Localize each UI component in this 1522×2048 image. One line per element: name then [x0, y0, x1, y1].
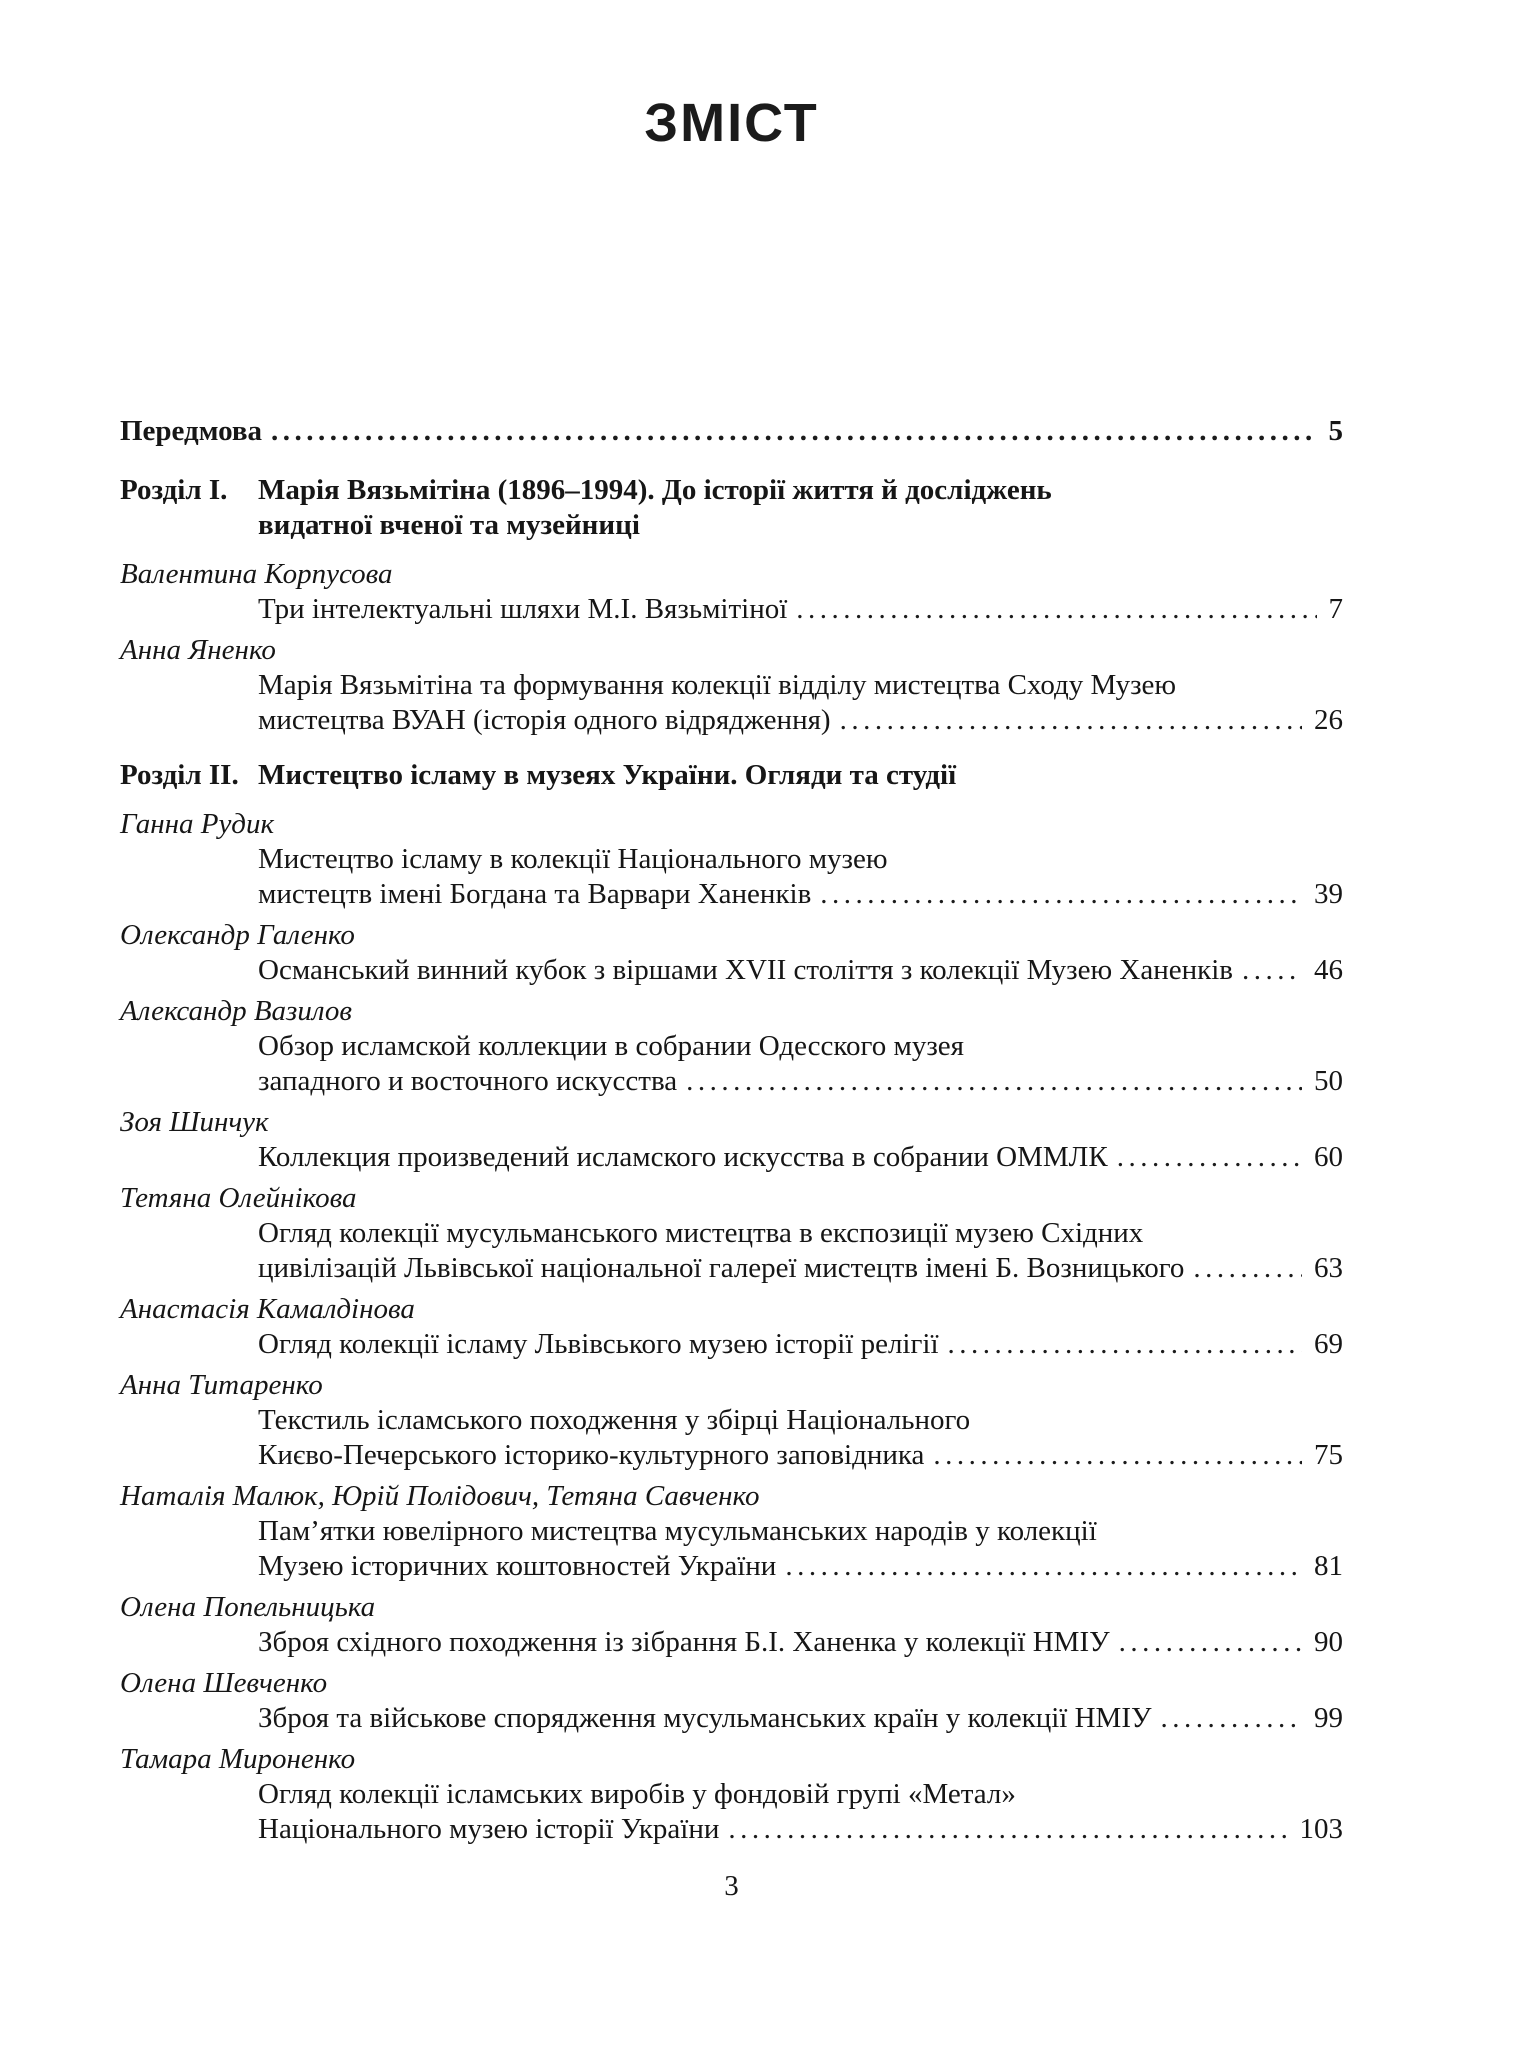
toc-author — [120, 1292, 1343, 1327]
dot-leader — [1193, 1251, 1302, 1286]
toc-item-title — [120, 1777, 1343, 1812]
toc-item-text: Текстиль ісламського походження у збірці Національного — [258, 1404, 971, 1436]
dot-leader — [948, 1327, 1303, 1362]
toc-page-number: 63 — [1314, 1252, 1343, 1284]
dot-leader — [686, 1064, 1302, 1099]
toc-author — [120, 1742, 1343, 1777]
toc-item-title — [120, 668, 1343, 703]
toc-item-title — [120, 1701, 1343, 1736]
toc-page-number: 26 — [1314, 704, 1343, 736]
toc-author — [120, 633, 1343, 668]
toc-item-text: Огляд колекції ісламських виробів у фондовій групі «Метал» — [258, 1778, 1016, 1810]
toc-item-title — [120, 1438, 1343, 1473]
toc-author — [120, 918, 1343, 953]
toc-item-text: мистецтва ВУАН (історія одного відрядження) — [258, 704, 831, 736]
toc-author-name: Олена Попельницька — [120, 1591, 376, 1623]
toc-item-text: Три інтелектуальні шляхи М.І. Вязьмітіної — [258, 593, 788, 625]
toc-item-title — [120, 1140, 1343, 1175]
table-of-contents — [120, 414, 1343, 1847]
toc-section-heading — [120, 473, 1343, 508]
dot-leader — [933, 1438, 1302, 1473]
toc-author-name: Тетяна Олейнікова — [120, 1182, 357, 1214]
dot-leader — [1242, 953, 1302, 988]
toc-author-name: Олександр Галенко — [120, 919, 355, 951]
toc-item-title — [120, 1403, 1343, 1438]
toc-author-name: Ганна Рудик — [120, 808, 275, 840]
toc-item-title — [120, 1251, 1343, 1286]
toc-item-title — [120, 1216, 1343, 1251]
toc-page-number: 81 — [1314, 1550, 1343, 1582]
toc-item-title — [120, 1514, 1343, 1549]
dot-leader — [271, 414, 1316, 449]
toc-page-number: 50 — [1314, 1065, 1343, 1097]
toc-section-label: Розділ II. — [120, 759, 239, 791]
toc-item-text: Музею історичних коштовностей України — [258, 1550, 777, 1582]
toc-author-name: Анна Титаренко — [120, 1369, 323, 1401]
toc-item-text: Мистецтво ісламу в колекції Національного музею — [258, 843, 888, 875]
toc-author-name: Тамара Мироненко — [120, 1743, 356, 1775]
toc-author — [120, 1590, 1343, 1625]
toc-item-text: Національного музею історії України — [258, 1813, 720, 1845]
toc-item-text: Османський винний кубок з віршами XVII століття з колекції Музею Ханенків — [258, 954, 1233, 986]
toc-author — [120, 994, 1343, 1029]
toc-author — [120, 557, 1343, 592]
toc-page-number: 5 — [1328, 415, 1343, 447]
toc-item-title — [120, 1327, 1343, 1362]
toc-author — [120, 1666, 1343, 1701]
toc-item-text: западного и восточного искусства — [258, 1065, 678, 1097]
toc-item-text: цивілізацій Львівської національної галереї мистецтв імені Б. Возницького — [258, 1252, 1185, 1284]
toc-item-title — [120, 842, 1343, 877]
toc-page-number: 7 — [1328, 593, 1343, 625]
toc-author-name: Анна Яненко — [120, 634, 276, 666]
toc-section-heading-cont — [120, 508, 1343, 543]
toc-item-text: Огляд колекції ісламу Львівського музею історії релігії — [258, 1328, 939, 1360]
toc-author-name: Наталія Малюк, Юрій Полідович, Тетяна Савченко — [120, 1480, 760, 1512]
toc-page-number: 46 — [1314, 954, 1343, 986]
toc-page-number: 69 — [1314, 1328, 1343, 1360]
toc-item-title — [120, 1029, 1343, 1064]
toc-section-label: Розділ I. — [120, 474, 228, 506]
dot-leader — [785, 1549, 1302, 1584]
toc-page-number: 75 — [1314, 1439, 1343, 1471]
toc-author — [120, 1181, 1343, 1216]
toc-item-text: Пам’ятки ювелірного мистецтва мусульманських народів у колекції — [258, 1515, 1097, 1547]
toc-page-number: 103 — [1299, 1813, 1343, 1845]
toc-author — [120, 807, 1343, 842]
dot-leader — [1119, 1625, 1302, 1660]
page-footer-number: 3 — [724, 1870, 739, 1902]
toc-chapter-label: Передмова — [120, 415, 263, 447]
toc-item-text: Марія Вязьмітіна та формування колекції відділу мистецтва Сходу Музею — [258, 669, 1177, 701]
toc-item-title — [120, 1812, 1343, 1847]
toc-page-number: 90 — [1314, 1626, 1343, 1658]
toc-item-text: мистецтв імені Богдана та Варвари Ханенків — [258, 878, 812, 910]
toc-item-title — [120, 1549, 1343, 1584]
toc-section-title: Мистецтво ісламу в музеях України. Огляди та студії — [258, 759, 957, 791]
toc-item-text: Зброя та військове спорядження мусульманських країн у колекції НМІУ — [258, 1702, 1152, 1734]
toc-chapter-row — [120, 414, 1343, 449]
toc-item-title — [120, 877, 1343, 912]
toc-author-name: Олена Шевченко — [120, 1667, 328, 1699]
toc-author — [120, 1105, 1343, 1140]
dot-leader — [796, 592, 1316, 627]
toc-item-title — [120, 703, 1343, 738]
toc-section-heading — [120, 758, 1343, 793]
toc-item-title — [120, 1064, 1343, 1099]
toc-page-number: 60 — [1314, 1141, 1343, 1173]
page-title: ЗМІСТ — [644, 93, 819, 153]
toc-item-text: Огляд колекції мусульманського мистецтва в експозиції музею Східних — [258, 1217, 1144, 1249]
toc-item-text: Обзор исламской коллекции в собрании Одесского музея — [258, 1030, 964, 1062]
toc-author-name: Александр Вазилов — [120, 995, 352, 1027]
dot-leader — [1117, 1140, 1302, 1175]
dot-leader — [1161, 1701, 1302, 1736]
dot-leader — [820, 877, 1302, 912]
toc-item-text: Коллекция произведений исламского искусства в собрании ОММЛК — [258, 1141, 1108, 1173]
toc-author — [120, 1368, 1343, 1403]
toc-page-number: 39 — [1314, 878, 1343, 910]
toc-author — [120, 1479, 1343, 1514]
toc-author-name: Анастасія Камалдінова — [120, 1293, 415, 1325]
toc-author-name: Зоя Шинчук — [120, 1106, 269, 1138]
toc-page-number: 99 — [1314, 1702, 1343, 1734]
toc-item-text: Києво-Печерського історико-культурного заповідника — [258, 1439, 925, 1471]
toc-section-title: Марія Вязьмітіна (1896–1994). До історії життя й досліджень — [258, 474, 1052, 506]
dot-leader — [840, 703, 1302, 738]
toc-item-title — [120, 592, 1343, 627]
toc-item-title — [120, 953, 1343, 988]
toc-item-text: Зброя східного походження із зібрання Б.І. Ханенка у колекції НМІУ — [258, 1626, 1110, 1658]
toc-author-name: Валентина Корпусова — [120, 558, 393, 590]
dot-leader — [728, 1812, 1287, 1847]
toc-section-title: видатної вченої та музейниці — [258, 509, 640, 541]
toc-item-title — [120, 1625, 1343, 1660]
